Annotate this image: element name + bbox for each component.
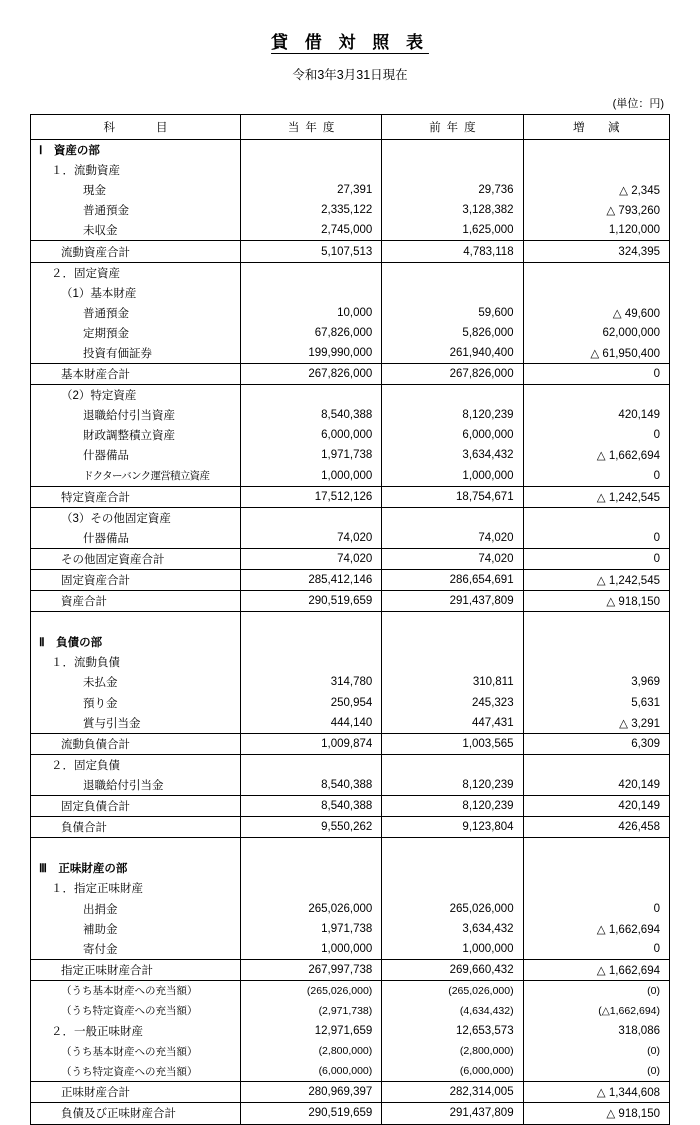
cell-previous-year: 1,003,565	[382, 733, 523, 754]
cell-current-year: 285,412,146	[240, 569, 381, 590]
row-label: 普通預金	[31, 200, 241, 220]
cell-previous-year	[382, 283, 523, 303]
cell-previous-year: 310,811	[382, 672, 523, 692]
cell-current-year: 8,540,388	[240, 405, 381, 425]
cell-previous-year: 1,000,000	[382, 466, 523, 487]
total-row	[31, 486, 670, 507]
cell-change: △ 1,662,694	[523, 445, 669, 465]
section-row	[31, 632, 670, 652]
cell-current-year	[240, 632, 381, 652]
note-row	[31, 1061, 670, 1082]
row-label: Ⅱ 負債の部	[31, 632, 241, 652]
cell-change: △ 1,242,545	[523, 569, 669, 590]
cell-change: △ 3,291	[523, 713, 669, 734]
cell-previous-year: 269,660,432	[382, 959, 523, 980]
row-label: 現金	[31, 180, 241, 200]
cell-change: 62,000,000	[523, 323, 669, 343]
cell-previous-year	[382, 612, 523, 633]
cell-previous-year: 59,600	[382, 303, 523, 323]
table-row	[31, 220, 670, 241]
cell-current-year: 290,519,659	[240, 1103, 381, 1124]
cell-previous-year: 3,128,382	[382, 200, 523, 220]
cell-current-year: 267,826,000	[240, 364, 381, 385]
cell-change	[523, 878, 669, 898]
row-label: 寄付金	[31, 939, 241, 960]
cell-change	[523, 838, 669, 859]
unit-note: (単位：円)	[612, 98, 664, 110]
cell-change: △ 1,662,694	[523, 919, 669, 939]
cell-previous-year: 74,020	[382, 528, 523, 549]
cell-change	[523, 612, 669, 633]
spacer-row	[31, 612, 670, 633]
cell-previous-year: 6,000,000	[382, 425, 523, 445]
row-label: １．流動資産	[31, 160, 241, 180]
cell-current-year: 67,826,000	[240, 323, 381, 343]
cell-current-year: (265,026,000)	[240, 980, 381, 1001]
group-row	[31, 283, 670, 303]
table-row	[31, 323, 670, 343]
cell-change: 324,395	[523, 241, 669, 262]
row-label: 正味財産合計	[31, 1082, 241, 1103]
group-row	[31, 652, 670, 672]
group-row	[31, 262, 670, 283]
cell-current-year: 1,009,874	[240, 733, 381, 754]
table-row	[31, 672, 670, 692]
row-label: その他固定資産合計	[31, 548, 241, 569]
cell-current-year	[240, 652, 381, 672]
row-label: 特定資産合計	[31, 486, 241, 507]
row-label: 投資有価証券	[31, 343, 241, 364]
cell-change: △ 61,950,400	[523, 343, 669, 364]
cell-current-year: 250,954	[240, 693, 381, 713]
cell-change: 0	[523, 939, 669, 960]
row-label: 退職給付引当金	[31, 775, 241, 796]
row-label: 負債及び正味財産合計	[31, 1103, 241, 1124]
cell-current-year: 267,997,738	[240, 959, 381, 980]
cell-previous-year: (4,634,432)	[382, 1001, 523, 1021]
cell-change: 420,149	[523, 405, 669, 425]
cell-previous-year: 4,783,118	[382, 241, 523, 262]
cell-current-year	[240, 612, 381, 633]
cell-change: 6,309	[523, 733, 669, 754]
row-label: 固定負債合計	[31, 796, 241, 817]
cell-current-year	[240, 507, 381, 528]
cell-previous-year: (6,000,000)	[382, 1061, 523, 1082]
row-label: 退職給付引当資産	[31, 405, 241, 425]
document-date: 令和3年3月31日現在	[292, 68, 408, 82]
cell-current-year: (6,000,000)	[240, 1061, 381, 1082]
table-row	[31, 425, 670, 445]
cell-change: △ 2,345	[523, 180, 669, 200]
row-label: Ⅲ 正味財産の部	[31, 858, 241, 878]
cell-previous-year: 291,437,809	[382, 1103, 523, 1124]
table-row	[31, 466, 670, 487]
cell-previous-year: (2,800,000)	[382, 1041, 523, 1061]
note-row	[31, 1001, 670, 1021]
cell-change: △ 793,260	[523, 200, 669, 220]
cell-current-year: 5,107,513	[240, 241, 381, 262]
row-label: 財政調整積立資産	[31, 425, 241, 445]
row-label: 負債合計	[31, 817, 241, 838]
table-row	[31, 919, 670, 939]
row-label: ２．固定資産	[31, 262, 241, 283]
cell-previous-year	[382, 140, 523, 161]
cell-previous-year: 265,026,000	[382, 898, 523, 918]
total-row	[31, 241, 670, 262]
row-label: １．指定正味財産	[31, 878, 241, 898]
cell-current-year	[240, 385, 381, 406]
cell-current-year	[240, 754, 381, 775]
section-row	[31, 858, 670, 878]
total-row	[31, 1103, 670, 1124]
row-label: 固定資産合計	[31, 569, 241, 590]
cell-current-year: 1,000,000	[240, 466, 381, 487]
cell-change: △ 918,150	[523, 591, 669, 612]
cell-current-year: 27,391	[240, 180, 381, 200]
cell-current-year: 9,550,262	[240, 817, 381, 838]
cell-current-year: 2,335,122	[240, 200, 381, 220]
row-label: （1）基本財産	[31, 283, 241, 303]
cell-change	[523, 507, 669, 528]
cell-previous-year	[382, 632, 523, 652]
table-row	[31, 693, 670, 713]
cell-previous-year	[382, 754, 523, 775]
cell-change: (△1,662,694)	[523, 1001, 669, 1021]
row-label: 定期預金	[31, 323, 241, 343]
cell-change: 0	[523, 364, 669, 385]
column-header-change: 増 減	[523, 115, 669, 140]
row-label: （3）その他固定資産	[31, 507, 241, 528]
cell-previous-year: 291,437,809	[382, 591, 523, 612]
cell-current-year	[240, 283, 381, 303]
cell-change: 426,458	[523, 817, 669, 838]
row-label: ２．一般正味財産	[31, 1021, 241, 1041]
row-label: 未払金	[31, 672, 241, 692]
cell-change	[523, 160, 669, 180]
column-header-previous-year: 前年度	[382, 115, 523, 140]
row-label: （うち特定資産への充当額）	[31, 1061, 241, 1082]
cell-previous-year: 9,123,804	[382, 817, 523, 838]
total-row	[31, 548, 670, 569]
cell-previous-year	[382, 652, 523, 672]
cell-change: 0	[523, 528, 669, 549]
cell-current-year: 10,000	[240, 303, 381, 323]
total-row	[31, 796, 670, 817]
column-header-item: 科 目	[31, 115, 241, 140]
balance-sheet-table	[30, 114, 670, 1125]
cell-previous-year: 1,000,000	[382, 939, 523, 960]
cell-change: 420,149	[523, 775, 669, 796]
table-row	[31, 180, 670, 200]
row-label: 流動資産合計	[31, 241, 241, 262]
cell-change: (0)	[523, 1041, 669, 1061]
cell-change: △ 1,662,694	[523, 959, 669, 980]
cell-current-year	[240, 838, 381, 859]
cell-change: 0	[523, 466, 669, 487]
cell-current-year	[240, 140, 381, 161]
section-row	[31, 140, 670, 161]
group-row	[31, 507, 670, 528]
row-label: 補助金	[31, 919, 241, 939]
cell-change: 0	[523, 898, 669, 918]
cell-current-year: 12,971,659	[240, 1021, 381, 1041]
table-body	[31, 140, 670, 1125]
cell-change	[523, 632, 669, 652]
cell-current-year	[240, 878, 381, 898]
table-row	[31, 939, 670, 960]
cell-current-year: 265,026,000	[240, 898, 381, 918]
cell-previous-year: 267,826,000	[382, 364, 523, 385]
total-row	[31, 569, 670, 590]
group-row	[31, 385, 670, 406]
row-label: （うち特定資産への充当額）	[31, 1001, 241, 1021]
table-header-row	[31, 115, 670, 140]
row-label: 什器備品	[31, 528, 241, 549]
cell-previous-year: 245,323	[382, 693, 523, 713]
table-row	[31, 445, 670, 465]
cell-previous-year: 18,754,671	[382, 486, 523, 507]
cell-current-year: 199,990,000	[240, 343, 381, 364]
row-label: 什器備品	[31, 445, 241, 465]
row-label: 基本財産合計	[31, 364, 241, 385]
cell-previous-year	[382, 858, 523, 878]
cell-previous-year: 74,020	[382, 548, 523, 569]
cell-previous-year	[382, 160, 523, 180]
cell-change: △ 1,344,608	[523, 1082, 669, 1103]
row-label: ２．固定負債	[31, 754, 241, 775]
group-row	[31, 1021, 670, 1041]
cell-previous-year: (265,026,000)	[382, 980, 523, 1001]
cell-change: △ 918,150	[523, 1103, 669, 1124]
total-row	[31, 591, 670, 612]
cell-change: 0	[523, 425, 669, 445]
group-row	[31, 754, 670, 775]
row-label: （うち基本財産への充当額）	[31, 980, 241, 1001]
total-row	[31, 1082, 670, 1103]
cell-previous-year	[382, 507, 523, 528]
cell-previous-year	[382, 385, 523, 406]
cell-current-year: 6,000,000	[240, 425, 381, 445]
cell-change	[523, 262, 669, 283]
cell-previous-year	[382, 838, 523, 859]
cell-current-year: 2,745,000	[240, 220, 381, 241]
cell-change: 420,149	[523, 796, 669, 817]
cell-change	[523, 652, 669, 672]
row-label: １．流動負債	[31, 652, 241, 672]
row-label: ドクターバンク運営積立資産	[31, 466, 241, 487]
row-label: 資産合計	[31, 591, 241, 612]
cell-change	[523, 858, 669, 878]
row-label: 預り金	[31, 693, 241, 713]
cell-change: △ 49,600	[523, 303, 669, 323]
cell-previous-year: 282,314,005	[382, 1082, 523, 1103]
cell-current-year	[240, 858, 381, 878]
cell-previous-year: 12,653,573	[382, 1021, 523, 1041]
cell-current-year: 8,540,388	[240, 775, 381, 796]
group-row	[31, 160, 670, 180]
cell-change	[523, 385, 669, 406]
cell-previous-year: 8,120,239	[382, 796, 523, 817]
cell-change	[523, 283, 669, 303]
cell-previous-year: 1,625,000	[382, 220, 523, 241]
cell-previous-year	[382, 262, 523, 283]
cell-current-year: 1,971,738	[240, 445, 381, 465]
row-label: （うち基本財産への充当額）	[31, 1041, 241, 1061]
cell-previous-year: 5,826,000	[382, 323, 523, 343]
page-title: 貸 借 対 照 表	[271, 33, 429, 52]
cell-previous-year: 261,940,400	[382, 343, 523, 364]
table-row	[31, 200, 670, 220]
total-row	[31, 959, 670, 980]
cell-current-year: 314,780	[240, 672, 381, 692]
cell-change: 0	[523, 548, 669, 569]
cell-current-year	[240, 160, 381, 180]
note-row	[31, 1041, 670, 1061]
row-label: 未収金	[31, 220, 241, 241]
table-row	[31, 713, 670, 734]
cell-previous-year: 29,736	[382, 180, 523, 200]
cell-current-year: 280,969,397	[240, 1082, 381, 1103]
cell-change: 3,969	[523, 672, 669, 692]
cell-current-year: 74,020	[240, 548, 381, 569]
table-row	[31, 528, 670, 549]
row-label: 普通預金	[31, 303, 241, 323]
cell-current-year: 290,519,659	[240, 591, 381, 612]
cell-change: (0)	[523, 980, 669, 1001]
cell-current-year: 74,020	[240, 528, 381, 549]
cell-previous-year: 8,120,239	[382, 405, 523, 425]
cell-previous-year: 286,654,691	[382, 569, 523, 590]
row-label	[31, 838, 241, 859]
cell-current-year: 8,540,388	[240, 796, 381, 817]
row-label	[31, 612, 241, 633]
cell-change: 318,086	[523, 1021, 669, 1041]
cell-current-year: 17,512,126	[240, 486, 381, 507]
cell-current-year: 444,140	[240, 713, 381, 734]
table-row	[31, 775, 670, 796]
cell-previous-year	[382, 878, 523, 898]
total-row	[31, 733, 670, 754]
total-row	[31, 817, 670, 838]
total-row	[31, 364, 670, 385]
cell-change	[523, 140, 669, 161]
cell-change: 5,631	[523, 693, 669, 713]
row-label: （2）特定資産	[31, 385, 241, 406]
table-row	[31, 303, 670, 323]
cell-change	[523, 754, 669, 775]
cell-current-year: 1,000,000	[240, 939, 381, 960]
cell-previous-year: 3,634,432	[382, 919, 523, 939]
cell-change: 1,120,000	[523, 220, 669, 241]
column-header-current-year: 当年度	[240, 115, 381, 140]
cell-previous-year: 3,634,432	[382, 445, 523, 465]
cell-change: △ 1,242,545	[523, 486, 669, 507]
spacer-row	[31, 838, 670, 859]
group-row	[31, 878, 670, 898]
cell-current-year: 1,971,738	[240, 919, 381, 939]
table-row	[31, 405, 670, 425]
cell-change: (0)	[523, 1061, 669, 1082]
row-label: 指定正味財産合計	[31, 959, 241, 980]
cell-current-year: (2,971,738)	[240, 1001, 381, 1021]
row-label: 流動負債合計	[31, 733, 241, 754]
row-label: 出捐金	[31, 898, 241, 918]
table-row	[31, 898, 670, 918]
cell-previous-year: 8,120,239	[382, 775, 523, 796]
cell-previous-year: 447,431	[382, 713, 523, 734]
cell-current-year	[240, 262, 381, 283]
cell-current-year: (2,800,000)	[240, 1041, 381, 1061]
note-row	[31, 980, 670, 1001]
row-label: 賞与引当金	[31, 713, 241, 734]
table-row	[31, 343, 670, 364]
row-label: Ⅰ 資産の部	[31, 140, 241, 161]
